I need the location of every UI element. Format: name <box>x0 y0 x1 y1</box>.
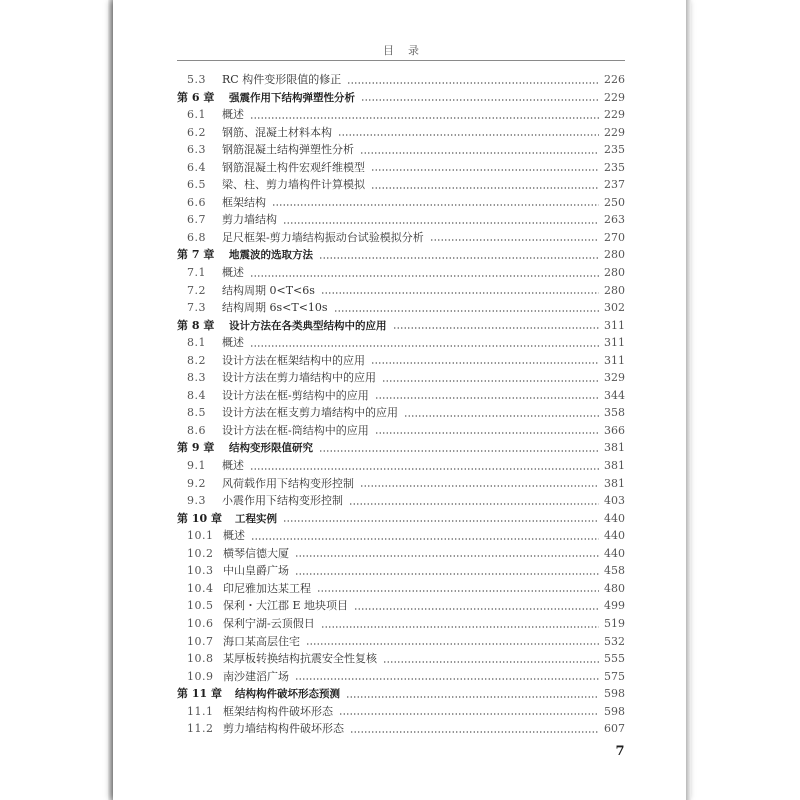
dot-leader <box>350 731 599 733</box>
entry-number: 6.3 <box>187 143 206 157</box>
entry-number: 10.6 <box>187 616 214 630</box>
toc-section-entry <box>177 387 625 405</box>
entry-title: 结构周期 6s<T<10s <box>222 301 328 315</box>
entry-number: 8.1 <box>187 336 206 350</box>
entry-title: 结构变形限值研究 <box>229 442 313 455</box>
entry-number: 7.3 <box>187 301 206 315</box>
entry-title: 钢筋混凝土构件宏观纤维模型 <box>222 160 365 174</box>
entry-number: 6.4 <box>187 160 206 174</box>
entry-number: 8.4 <box>187 388 206 402</box>
entry-page-number: 598 <box>604 704 625 718</box>
entry-page-number: 366 <box>604 423 625 437</box>
entry-number: 6.1 <box>187 108 206 122</box>
toc-section-entry <box>177 720 625 738</box>
toc-chapter-entry <box>177 246 625 264</box>
entry-number: 8.3 <box>187 371 206 385</box>
toc-section-entry <box>177 229 625 247</box>
dot-leader <box>319 450 599 452</box>
dot-leader <box>317 590 599 592</box>
toc-section-entry <box>177 404 625 422</box>
entry-number: 6.8 <box>187 230 206 244</box>
entry-number: 10.5 <box>187 599 214 613</box>
entry-page-number: 235 <box>604 143 625 157</box>
entry-title: 保利宁湖-云顶假日 <box>223 616 315 630</box>
dot-leader <box>295 678 599 680</box>
toc-chapter-entry <box>177 439 625 457</box>
toc-section-entry <box>177 422 625 440</box>
dot-leader <box>383 661 599 663</box>
entry-page-number: 607 <box>604 722 625 736</box>
entry-page-number: 532 <box>604 634 625 648</box>
toc-chapter-entry <box>177 89 625 107</box>
entry-title: 框架结构构件破坏形态 <box>223 704 333 718</box>
entry-title: 概述 <box>223 529 245 543</box>
toc-section-entry <box>177 650 625 668</box>
dot-leader <box>393 327 600 329</box>
entry-number: 10.3 <box>187 564 214 578</box>
dot-leader <box>375 432 599 434</box>
page-number: 7 <box>615 744 625 759</box>
entry-number: 11.1 <box>187 704 214 718</box>
entry-title: 保利・大江郡 E 地块项目 <box>223 599 349 613</box>
entry-page-number: 381 <box>604 441 625 455</box>
toc-chapter-entry <box>177 685 625 703</box>
dot-leader <box>346 696 599 698</box>
entry-page-number: 344 <box>604 388 625 402</box>
entry-title: RC 构件变形限值的修正 <box>222 73 342 86</box>
entry-page-number: 229 <box>604 125 625 139</box>
entry-title: 中山皇爵广场 <box>223 564 289 578</box>
entry-number: 8.2 <box>187 353 206 367</box>
entry-title: 设计方法在框-筒结构中的应用 <box>222 423 369 437</box>
dot-leader <box>306 643 599 645</box>
entry-title: 印尼雅加达某工程 <box>223 581 311 595</box>
entry-page-number: 458 <box>604 564 625 578</box>
entry-number: 9.1 <box>187 459 206 473</box>
entry-number: 10.4 <box>187 581 214 595</box>
dot-leader <box>272 204 599 206</box>
toc-section-entry <box>177 668 625 686</box>
entry-title: 海口某高层住宅 <box>223 634 300 648</box>
entry-page-number: 329 <box>604 371 625 385</box>
toc-section-entry <box>177 615 625 633</box>
entry-title: 钢筋、混凝土材料本构 <box>222 125 332 139</box>
entry-title: 概述 <box>222 108 244 122</box>
toc-section-entry <box>177 352 625 370</box>
entry-page-number: 311 <box>604 336 625 350</box>
toc-section-entry <box>177 703 625 721</box>
dot-leader <box>371 187 599 189</box>
entry-page-number: 311 <box>604 318 625 332</box>
entry-title: 框架结构 <box>222 195 266 209</box>
toc-section-entry <box>177 633 625 651</box>
dot-leader <box>250 468 599 470</box>
toc-section-entry <box>177 299 625 317</box>
entry-title: 设计方法在框架结构中的应用 <box>222 353 365 367</box>
entry-title: 设计方法在框-剪结构中的应用 <box>222 388 369 402</box>
entry-page-number: 555 <box>604 652 625 666</box>
page-right-edge-shadow <box>686 0 691 800</box>
dot-leader <box>371 362 599 364</box>
entry-number: 6.5 <box>187 178 206 192</box>
toc-section-entry <box>177 141 625 159</box>
entry-title: 剪力墙结构 <box>222 213 277 227</box>
entry-page-number: 499 <box>604 599 625 613</box>
entry-number: 10.1 <box>187 529 214 543</box>
dot-leader <box>347 82 599 84</box>
entry-page-number: 229 <box>604 108 625 122</box>
toc-section-entry <box>177 562 625 580</box>
dot-leader <box>349 503 599 505</box>
dot-leader <box>360 152 599 154</box>
toc-section-entry <box>177 369 625 387</box>
entry-title: 地震波的选取方法 <box>229 249 313 262</box>
entry-title: 剪力墙结构构件破坏形态 <box>223 722 344 736</box>
entry-page-number: 519 <box>604 616 625 630</box>
toc-section-entry <box>177 597 625 615</box>
dot-leader <box>295 555 599 557</box>
dot-leader <box>250 117 599 119</box>
entry-title: 足尺框架-剪力墙结构振动台试验模拟分析 <box>222 230 424 244</box>
entry-page-number: 263 <box>604 213 625 227</box>
entry-title: 设计方法在框支剪力墙结构中的应用 <box>222 406 398 420</box>
entry-page-number: 575 <box>604 669 625 683</box>
toc-section-entry <box>177 264 625 282</box>
entry-number: 5.3 <box>187 73 206 86</box>
entry-page-number: 440 <box>604 546 625 560</box>
entry-title: 概述 <box>222 459 244 473</box>
toc-section-entry <box>177 176 625 194</box>
dot-leader <box>283 222 599 224</box>
entry-number: 9.3 <box>187 494 206 508</box>
dot-leader <box>283 520 599 522</box>
toc-section-entry <box>177 211 625 229</box>
entry-title: 概述 <box>222 266 244 280</box>
entry-title: 设计方法在剪力墙结构中的应用 <box>222 371 376 385</box>
toc-section-entry <box>177 545 625 563</box>
toc-section-entry <box>177 527 625 545</box>
entry-number: 8.6 <box>187 423 206 437</box>
entry-page-number: 237 <box>604 178 625 192</box>
entry-number: 第 6 章 <box>177 90 215 104</box>
entry-number: 10.9 <box>187 669 214 683</box>
dot-leader <box>321 626 599 628</box>
dot-leader <box>250 345 599 347</box>
dot-leader <box>250 275 599 277</box>
dot-leader <box>334 310 599 312</box>
entry-number: 11.2 <box>187 722 214 736</box>
dot-leader <box>251 538 599 540</box>
entry-number: 第 8 章 <box>177 318 215 332</box>
entry-page-number: 302 <box>604 301 625 315</box>
entry-title: 小震作用下结构变形控制 <box>222 494 343 508</box>
dot-leader <box>354 608 599 610</box>
dot-leader <box>361 99 599 101</box>
dot-leader <box>360 485 599 487</box>
entry-page-number: 440 <box>604 529 625 543</box>
entry-number: 6.7 <box>187 213 206 227</box>
entry-number: 6.6 <box>187 195 206 209</box>
entry-number: 7.1 <box>187 266 206 280</box>
entry-number: 8.5 <box>187 406 206 420</box>
entry-number: 9.2 <box>187 476 206 490</box>
entry-number: 7.2 <box>187 283 206 297</box>
entry-page-number: 381 <box>604 459 625 473</box>
toc-section-entry <box>177 194 625 212</box>
dot-leader <box>404 415 599 417</box>
entry-page-number: 235 <box>604 160 625 174</box>
entry-number: 10.2 <box>187 546 214 560</box>
dot-leader <box>371 169 599 171</box>
entry-page-number: 440 <box>604 511 625 525</box>
entry-title: 梁、柱、剪力墙构件计算模拟 <box>222 178 365 192</box>
toc-section-entry <box>177 106 625 124</box>
running-head: 目录 <box>383 44 433 57</box>
toc-section-entry <box>177 334 625 352</box>
header-rule <box>177 60 625 61</box>
dot-leader <box>382 380 599 382</box>
toc-section-entry <box>177 580 625 598</box>
dot-leader <box>375 397 599 399</box>
dot-leader <box>319 257 599 259</box>
toc-section-entry <box>177 282 625 300</box>
entry-title: 强震作用下结构弹塑性分析 <box>229 91 355 104</box>
dot-leader <box>339 713 599 715</box>
entry-title: 工程实例 <box>235 512 277 525</box>
entry-title: 结构构件破坏形态预测 <box>235 688 340 701</box>
entry-page-number: 480 <box>604 581 625 595</box>
toc-section-entry <box>177 492 625 510</box>
entry-page-number: 250 <box>604 195 625 209</box>
entry-title: 某厚板转换结构抗震安全性复核 <box>223 652 377 666</box>
entry-page-number: 280 <box>604 266 625 280</box>
table-of-contents <box>177 71 625 738</box>
toc-section-entry <box>177 159 625 177</box>
toc-section-entry <box>177 71 625 89</box>
entry-title: 横琴信德大厦 <box>223 546 289 560</box>
entry-title: 设计方法在各类典型结构中的应用 <box>229 319 387 332</box>
entry-page-number: 226 <box>604 73 625 86</box>
entry-number: 第 9 章 <box>177 441 215 455</box>
entry-page-number: 229 <box>604 90 625 104</box>
entry-number: 6.2 <box>187 125 206 139</box>
toc-chapter-entry <box>177 510 625 528</box>
toc-section-entry <box>177 475 625 493</box>
entry-number: 10.8 <box>187 652 214 666</box>
dot-leader <box>295 573 599 575</box>
dot-leader <box>430 239 599 241</box>
entry-page-number: 358 <box>604 406 625 420</box>
entry-title: 风荷载作用下结构变形控制 <box>222 476 354 490</box>
dot-leader <box>338 134 599 136</box>
entry-title: 概述 <box>222 336 244 350</box>
toc-section-entry <box>177 457 625 475</box>
entry-title: 结构周期 0<T<6s <box>222 283 315 297</box>
toc-chapter-entry <box>177 317 625 335</box>
entry-page-number: 311 <box>604 353 625 367</box>
entry-page-number: 381 <box>604 476 625 490</box>
toc-section-entry <box>177 124 625 142</box>
entry-page-number: 598 <box>604 687 625 701</box>
entry-title: 钢筋混凝土结构弹塑性分析 <box>222 143 354 157</box>
entry-page-number: 280 <box>604 283 625 297</box>
entry-page-number: 403 <box>604 494 625 508</box>
entry-number: 第 11 章 <box>177 687 222 701</box>
dot-leader <box>321 292 599 294</box>
entry-page-number: 280 <box>604 248 625 262</box>
entry-page-number: 270 <box>604 230 625 244</box>
entry-number: 第 10 章 <box>177 511 222 525</box>
entry-title: 南沙建滔广场 <box>223 669 289 683</box>
entry-number: 10.7 <box>187 634 214 648</box>
entry-number: 第 7 章 <box>177 248 215 262</box>
